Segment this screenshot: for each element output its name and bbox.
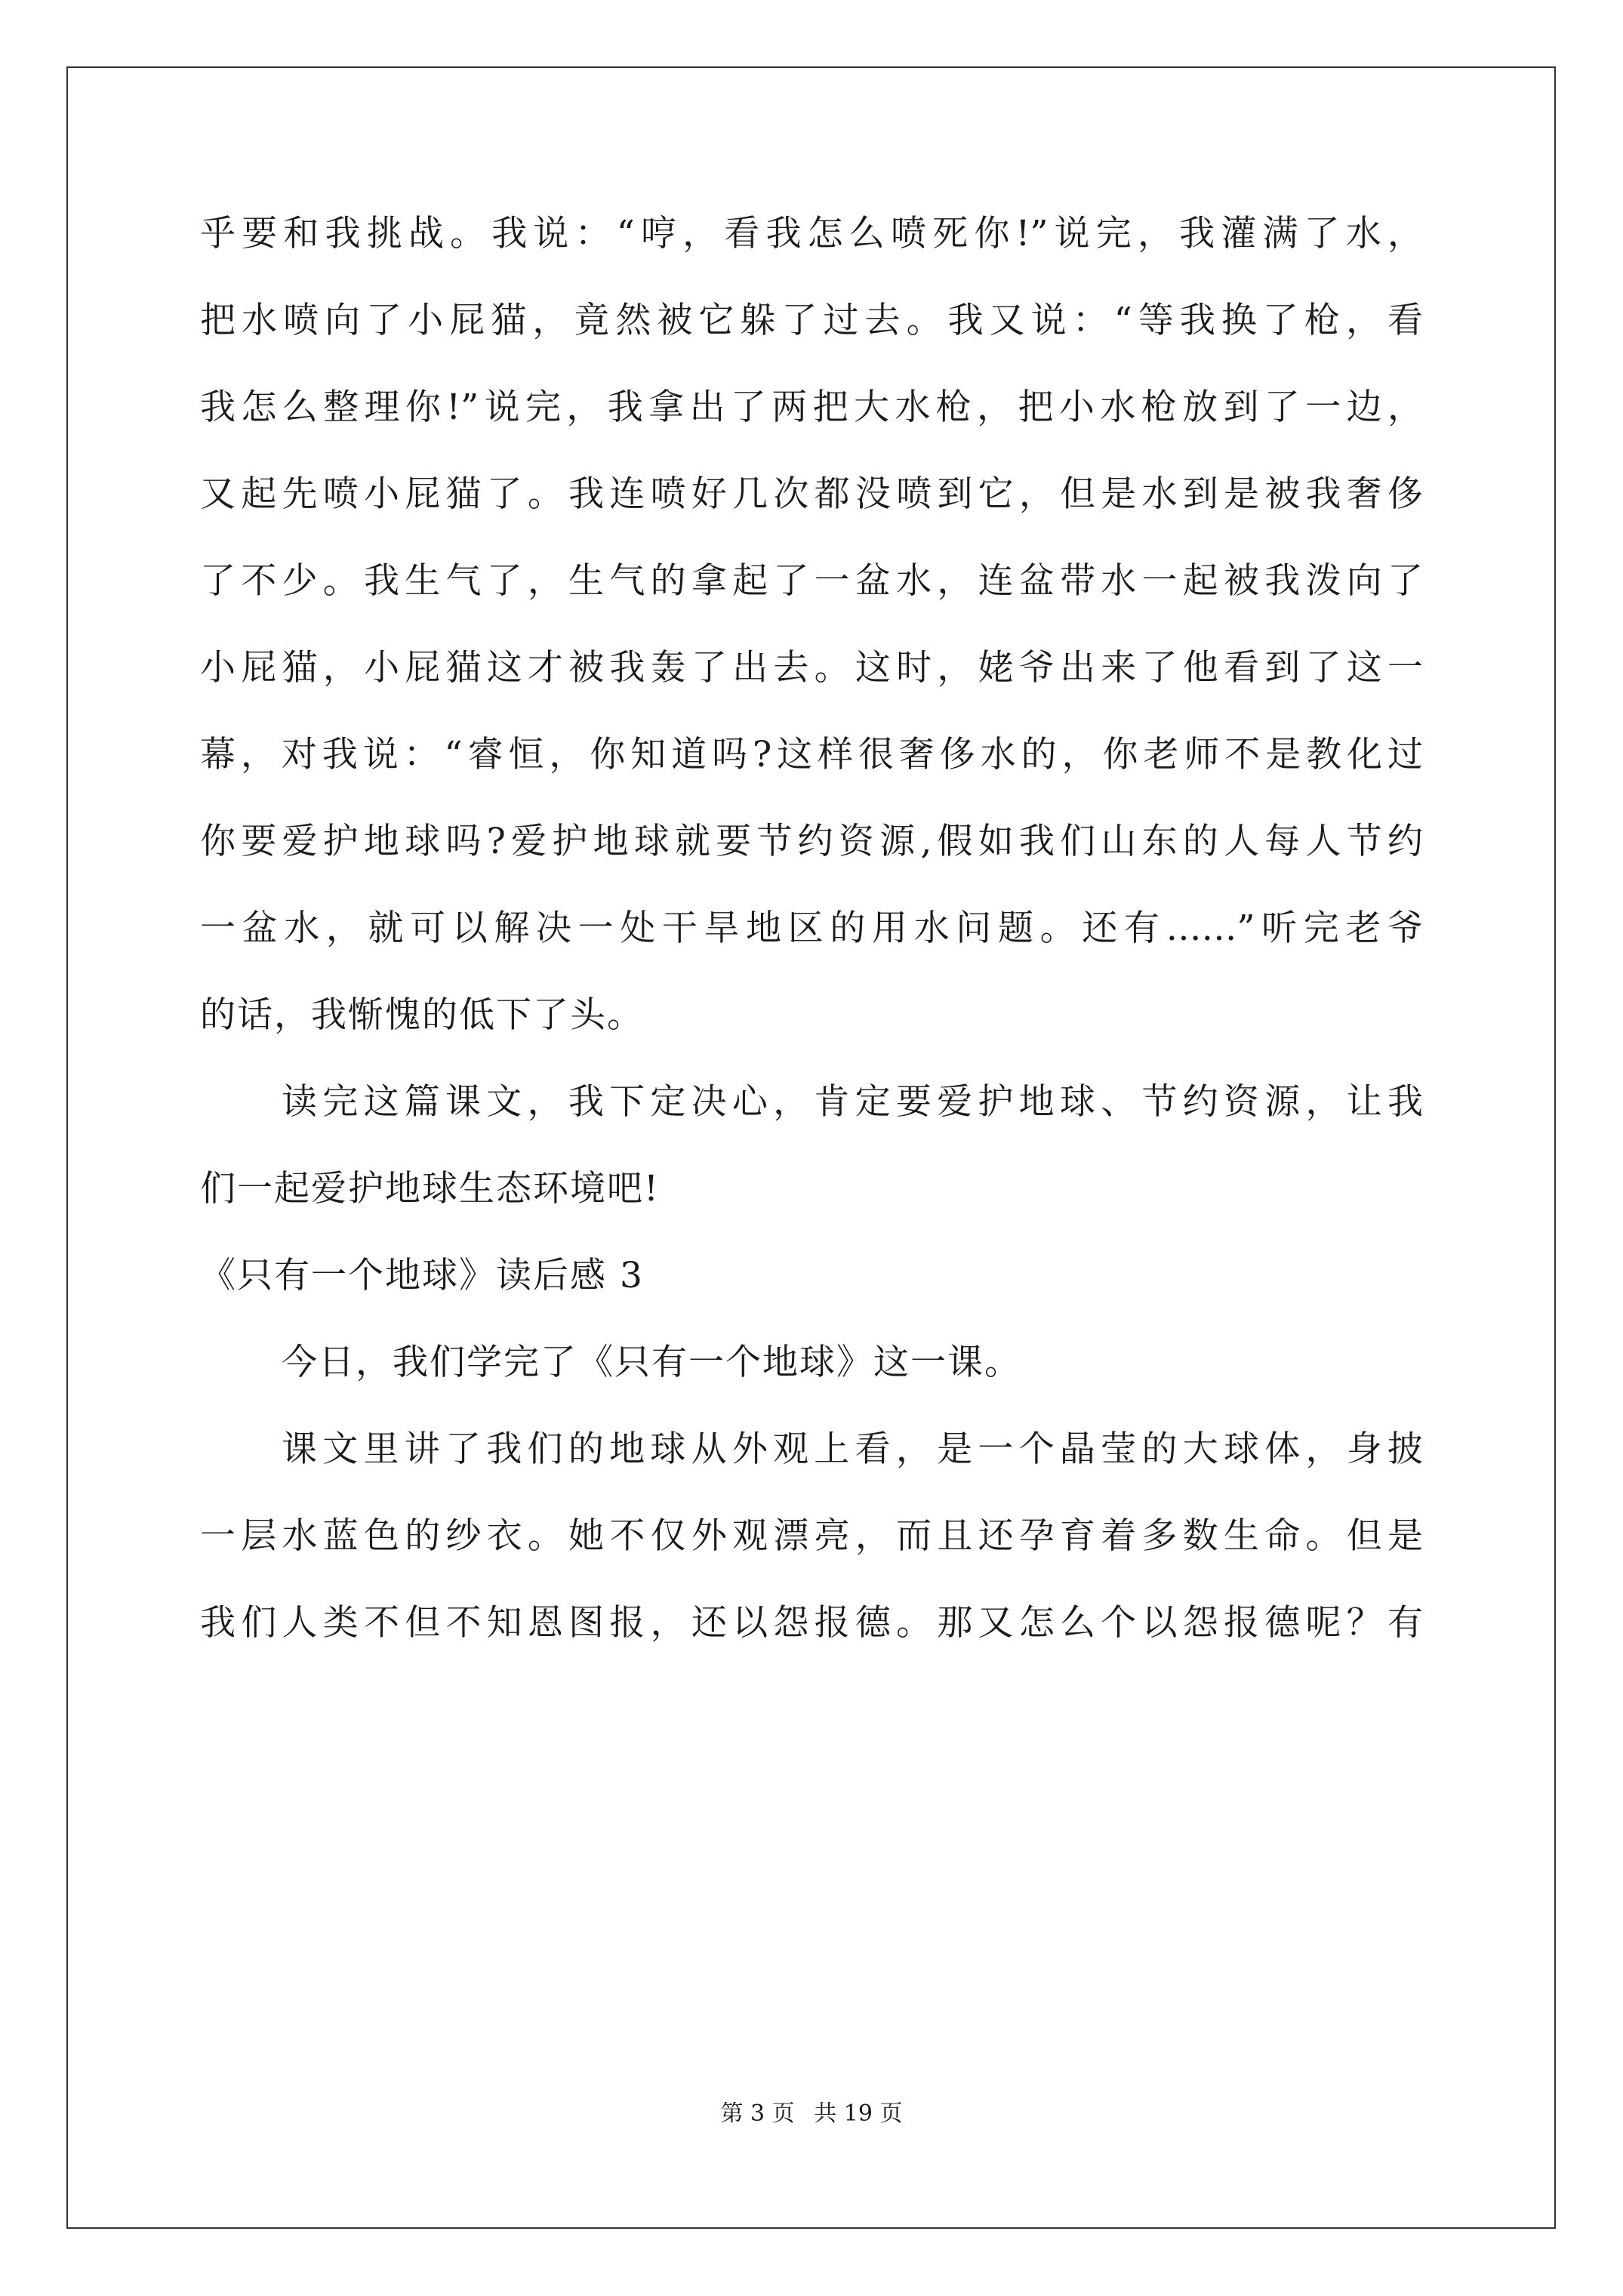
text-line: 了不少。我生气了，生气的拿起了一盆水，连盆带水一起被我泼向了 bbox=[200, 560, 1423, 602]
paragraph-first-line: 今日，我们学完了《只有一个地球》这一课。 bbox=[282, 1342, 1021, 1383]
text-line: 我们人类不但不知恩图报，还以怨报德。那又怎么个以怨报德呢？有 bbox=[200, 1602, 1423, 1644]
text-line: 又起先喷小屁猫了。我连喷好几次都没喷到它，但是水到是被我奢侈 bbox=[200, 473, 1423, 515]
text-line: 一盆水，就可以解决一处干旱地区的用水问题。还有……”听完老爷 bbox=[200, 908, 1423, 949]
text-line: 你要爱护地球吗?爱护地球就要节约资源,假如我们山东的人每人节约 bbox=[200, 821, 1423, 862]
text-line: 把水喷向了小屁猫，竟然被它躲了过去。我又说：“等我换了枪，看 bbox=[200, 300, 1423, 341]
section-heading: 《只有一个地球》读后感 3 bbox=[200, 1255, 644, 1296]
paragraph-first-line: 读完这篇课文，我下定决心，肯定要爱护地球、节约资源，让我 bbox=[282, 1081, 1423, 1123]
text-line: 们一起爱护地球生态环境吧! bbox=[200, 1168, 660, 1210]
text-line: 的话，我惭愧的低下了头。 bbox=[200, 994, 644, 1036]
page-total: 共 19 页 bbox=[814, 2100, 903, 2127]
text-line: 幕，对我说：“睿恒，你知道吗?这样很奢侈水的，你老师不是教化过 bbox=[200, 734, 1423, 775]
page-number: 第 3 页 bbox=[720, 2100, 795, 2127]
paragraph-first-line: 课文里讲了我们的地球从外观上看，是一个晶莹的大球体，身披 bbox=[282, 1428, 1423, 1470]
page-footer bbox=[0, 2099, 1623, 2129]
text-line: 一层水蓝色的纱衣。她不仅外观漂亮，而且还孕育着多数生命。但是 bbox=[200, 1515, 1423, 1557]
text-line: 我怎么整理你!”说完，我拿出了两把大水枪，把小水枪放到了一边， bbox=[200, 387, 1423, 428]
text-line: 乎要和我挑战。我说：“哼，看我怎么喷死你!”说完，我灌满了水， bbox=[200, 213, 1423, 254]
text-line: 小屁猫，小屁猫这才被我轰了出去。这时，姥爷出来了他看到了这一 bbox=[200, 647, 1423, 689]
